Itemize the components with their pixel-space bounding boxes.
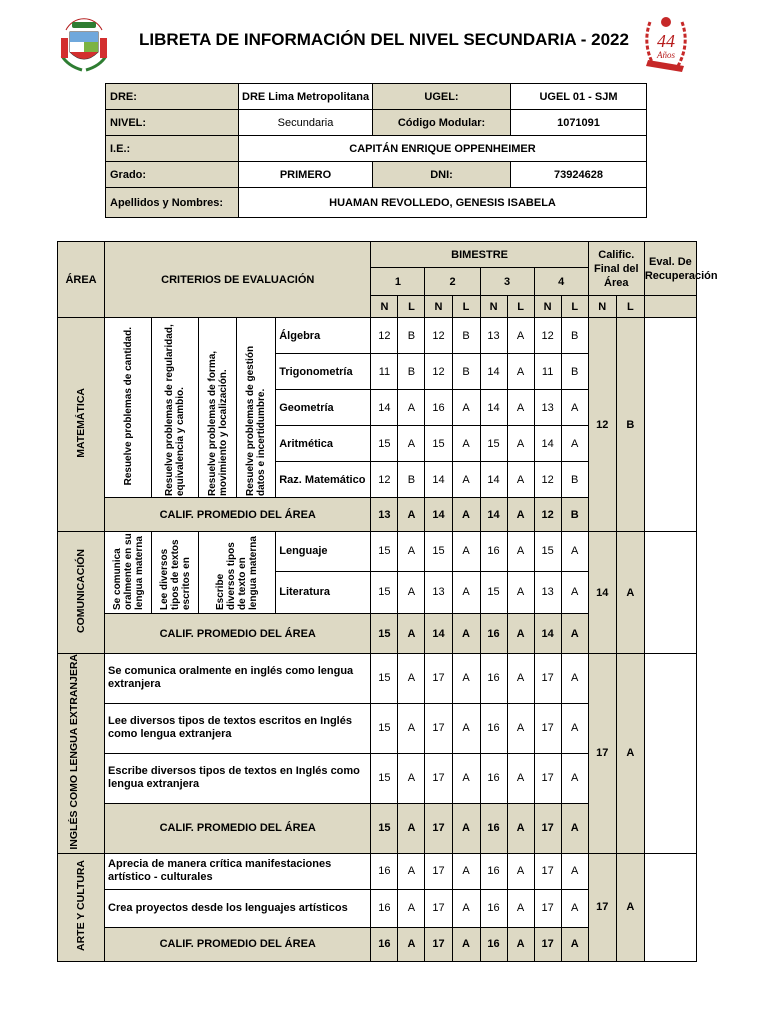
grade-l: B: [398, 462, 425, 498]
grado-label: Grado:: [106, 162, 239, 188]
avg-n: 13: [371, 498, 398, 532]
grade-l: A: [507, 853, 534, 889]
area-header: ÁREA: [58, 242, 105, 318]
avg-n: 14: [425, 498, 452, 532]
grade-l: A: [561, 753, 588, 803]
grade-l: B: [452, 354, 480, 390]
grade-l: A: [398, 571, 425, 613]
avg-l: A: [507, 614, 534, 654]
grade-l: A: [398, 703, 425, 753]
ugel-label: UGEL:: [373, 84, 511, 110]
avg-l: B: [561, 498, 588, 532]
grade-l: A: [398, 426, 425, 462]
avg-l: A: [507, 498, 534, 532]
grade-n: 15: [480, 571, 507, 613]
grade-l: A: [561, 703, 588, 753]
grade-l: A: [452, 703, 480, 753]
grade-l: A: [561, 889, 588, 927]
grade-n: 14: [480, 462, 507, 498]
grade-n: 17: [425, 889, 452, 927]
avg-n: 16: [480, 927, 507, 961]
grade-n: 16: [371, 889, 398, 927]
anniversary-number: 44: [657, 31, 675, 51]
table-row: [58, 654, 697, 704]
avg-n: 15: [371, 803, 398, 853]
average-label: CALIF. PROMEDIO DEL ÁREA: [105, 803, 371, 853]
eval-recuperacion-cell: [644, 532, 696, 654]
course-name: Álgebra: [276, 318, 371, 354]
final-grade-n: 17: [588, 853, 616, 961]
avg-l: A: [398, 498, 425, 532]
criterio-text: Se comunica oralmente en inglés como lengua extranjera: [105, 654, 371, 704]
grade-n: 14: [534, 426, 561, 462]
grade-l: A: [452, 462, 480, 498]
bimestre-2-header: 2: [425, 268, 480, 296]
bimestre-4-header: 4: [534, 268, 588, 296]
grade-l: B: [561, 318, 588, 354]
grade-l: A: [507, 654, 534, 704]
bimestre-header: BIMESTRE: [371, 242, 588, 268]
grade-n: 16: [480, 654, 507, 704]
grade-n: 15: [480, 426, 507, 462]
grade-l: A: [507, 571, 534, 613]
grade-l: A: [452, 426, 480, 462]
final-grade-l: A: [616, 532, 644, 654]
grade-n: 13: [425, 571, 452, 613]
avg-n: 16: [480, 803, 507, 853]
avg-n: 14: [480, 498, 507, 532]
grade-l: A: [452, 753, 480, 803]
average-label: CALIF. PROMEDIO DEL ÁREA: [105, 927, 371, 961]
grade-n: 15: [371, 426, 398, 462]
grade-n: 15: [371, 654, 398, 704]
grade-l: A: [398, 532, 425, 572]
grade-l: A: [561, 654, 588, 704]
grade-l: A: [507, 354, 534, 390]
final-grade-l: A: [616, 654, 644, 854]
grade-l: B: [561, 354, 588, 390]
grade-n: 16: [480, 889, 507, 927]
grade-l: B: [398, 354, 425, 390]
grade-n: 16: [425, 390, 452, 426]
table-row: [58, 318, 697, 354]
ie-value: CAPITÁN ENRIQUE OPPENHEIMER: [239, 136, 647, 162]
avg-n: 15: [371, 614, 398, 654]
grade-l: A: [452, 532, 480, 572]
n-header: N: [588, 296, 616, 318]
grade-n: 12: [425, 318, 452, 354]
table-row: [58, 532, 697, 572]
grade-n: 15: [371, 753, 398, 803]
student-info-table: [105, 83, 647, 218]
final-grade-n: 17: [588, 654, 616, 854]
grade-n: 11: [371, 354, 398, 390]
grade-n: 17: [425, 853, 452, 889]
avg-l: A: [398, 614, 425, 654]
anniversary-word: Años: [657, 50, 675, 60]
grade-l: A: [507, 426, 534, 462]
avg-n: 17: [425, 803, 452, 853]
grade-n: 15: [425, 426, 452, 462]
grade-n: 17: [534, 753, 561, 803]
avg-n: 17: [425, 927, 452, 961]
criterio-text: Aprecia de manera crítica manifestaciones artístico - culturales: [105, 853, 371, 889]
area-matematica: MATEMÁTICA: [58, 318, 105, 532]
grade-n: 13: [534, 390, 561, 426]
calif-final-header: Calific. Final del Área: [588, 242, 644, 296]
avg-l: A: [452, 927, 480, 961]
grade-l: A: [398, 853, 425, 889]
codigo-value: 1071091: [511, 110, 647, 136]
n-header: N: [371, 296, 398, 318]
grade-l: A: [398, 889, 425, 927]
n-header: N: [534, 296, 561, 318]
grade-n: 12: [534, 462, 561, 498]
eval-recuperacion-cell: [644, 654, 696, 854]
course-name: Lenguaje: [276, 532, 371, 572]
grade-n: 14: [371, 390, 398, 426]
grade-n: 17: [425, 654, 452, 704]
grade-n: 16: [480, 853, 507, 889]
grade-l: A: [561, 853, 588, 889]
grade-n: 16: [480, 703, 507, 753]
area-arte: ARTE Y CULTURA: [58, 853, 105, 961]
dre-label: DRE:: [106, 84, 239, 110]
page-title: LIBRETA DE INFORMACIÓN DEL NIVEL SECUNDARIA - 2022: [139, 30, 629, 49]
n-header: N: [425, 296, 452, 318]
grade-l: A: [452, 889, 480, 927]
grade-l: A: [398, 753, 425, 803]
grade-n: 11: [534, 354, 561, 390]
avg-l: A: [398, 927, 425, 961]
bimestre-1-header: 1: [371, 268, 425, 296]
nombres-label: Apellidos y Nombres:: [106, 188, 239, 218]
ie-label: I.E.:: [106, 136, 239, 162]
n-header: N: [480, 296, 507, 318]
grade-l: A: [398, 654, 425, 704]
grade-l: A: [452, 390, 480, 426]
grade-n: 16: [371, 853, 398, 889]
grade-l: A: [507, 889, 534, 927]
eval-recuperacion-cell: [644, 318, 696, 532]
l-header: L: [561, 296, 588, 318]
grade-n: 15: [534, 532, 561, 572]
grade-l: A: [507, 318, 534, 354]
grade-n: 15: [371, 703, 398, 753]
criterio-cell: Resuelve problemas de gestión datos e incertidumbre.: [237, 318, 276, 498]
avg-n: 17: [534, 803, 561, 853]
avg-l: A: [561, 803, 588, 853]
ugel-value: UGEL 01 - SJM: [511, 84, 647, 110]
avg-n: 14: [425, 614, 452, 654]
criterios-header: CRITERIOS DE EVALUACIÓN: [105, 242, 371, 318]
average-label: CALIF. PROMEDIO DEL ÁREA: [105, 614, 371, 654]
dni-label: DNI:: [373, 162, 511, 188]
criterio-cell: Resuelve problemas de regularidad, equivalencia y cambio.: [152, 318, 199, 498]
grade-n: 12: [371, 318, 398, 354]
grade-n: 14: [425, 462, 452, 498]
grade-n: 14: [480, 354, 507, 390]
grade-l: A: [561, 426, 588, 462]
grade-n: 12: [425, 354, 452, 390]
area-comunicacion: COMUNICACIÓN: [58, 532, 105, 654]
course-name: Raz. Matemático: [276, 462, 371, 498]
criterio-cell: Se comunica oralmente en su lengua materna: [105, 532, 152, 614]
average-label: CALIF. PROMEDIO DEL ÁREA: [105, 498, 371, 532]
final-grade-l: A: [616, 853, 644, 961]
l-header: L: [398, 296, 425, 318]
grade-l: A: [452, 853, 480, 889]
grade-n: 17: [534, 889, 561, 927]
grade-l: A: [561, 571, 588, 613]
grade-l: A: [452, 654, 480, 704]
grade-l: B: [398, 318, 425, 354]
grade-n: 13: [480, 318, 507, 354]
nivel-value: Secundaria: [239, 110, 373, 136]
eval-recuperacion-cell: [644, 853, 696, 961]
course-name: Aritmética: [276, 426, 371, 462]
avg-n: 16: [480, 614, 507, 654]
grades-table: [57, 241, 718, 962]
l-header: L: [616, 296, 644, 318]
grade-n: 17: [425, 703, 452, 753]
avg-l: A: [398, 803, 425, 853]
grade-l: A: [507, 462, 534, 498]
grade-l: A: [561, 390, 588, 426]
grade-l: A: [561, 532, 588, 572]
final-grade-n: 12: [588, 318, 616, 532]
eval-recuperacion-header: Eval. De Recuperación: [644, 242, 696, 296]
avg-n: 16: [371, 927, 398, 961]
bimestre-3-header: 3: [480, 268, 534, 296]
criterio-text: Crea proyectos desde los lenguajes artísticos: [105, 889, 371, 927]
dre-value: DRE Lima Metropolitana: [239, 84, 373, 110]
grade-l: A: [507, 753, 534, 803]
criterio-cell: Resuelve problemas de cantidad.: [105, 318, 152, 498]
avg-l: A: [561, 614, 588, 654]
grade-n: 13: [534, 571, 561, 613]
course-name: Trigonometría: [276, 354, 371, 390]
grade-l: B: [452, 318, 480, 354]
criterio-cell: Resuelve problemas de forma, movimiento y localización.: [199, 318, 237, 498]
grade-n: 12: [371, 462, 398, 498]
criterio-text: Escribe diversos tipos de textos en Inglés como lengua extranjera: [105, 753, 371, 803]
grade-n: 16: [480, 753, 507, 803]
grado-value: PRIMERO: [239, 162, 373, 188]
grade-n: 12: [534, 318, 561, 354]
l-header: L: [452, 296, 480, 318]
grade-l: A: [507, 703, 534, 753]
grade-l: A: [398, 390, 425, 426]
avg-l: A: [452, 803, 480, 853]
grade-l: A: [507, 390, 534, 426]
grade-n: 15: [371, 532, 398, 572]
grade-l: B: [561, 462, 588, 498]
grade-n: 14: [480, 390, 507, 426]
grade-n: 17: [534, 654, 561, 704]
criterio-cell: Lee diversos tipos de textos escritos en: [152, 532, 199, 614]
avg-l: A: [452, 498, 480, 532]
avg-n: 12: [534, 498, 561, 532]
area-ingles: INGLÉS COMO LENGUA EXTRANJERA: [58, 654, 105, 854]
grade-n: 17: [534, 853, 561, 889]
grade-n: 15: [425, 532, 452, 572]
avg-l: A: [561, 927, 588, 961]
criterio-cell: Escribe diversos tipos de texto en lengua materna: [199, 532, 276, 614]
final-grade-n: 14: [588, 532, 616, 654]
avg-n: 14: [534, 614, 561, 654]
nombres-value: HUAMAN REVOLLEDO, GENESIS ISABELA: [239, 188, 647, 218]
codigo-label: Código Modular:: [373, 110, 511, 136]
grade-n: 17: [425, 753, 452, 803]
grade-n: 17: [534, 703, 561, 753]
avg-l: A: [507, 803, 534, 853]
table-row: [58, 853, 697, 889]
course-name: Geometría: [276, 390, 371, 426]
grade-l: A: [452, 571, 480, 613]
avg-l: A: [507, 927, 534, 961]
dni-value: 73924628: [511, 162, 647, 188]
final-grade-l: B: [616, 318, 644, 532]
grade-n: 15: [371, 571, 398, 613]
criterio-text: Lee diversos tipos de textos escritos en Inglés como lengua extranjera: [105, 703, 371, 753]
course-name: Literatura: [276, 571, 371, 613]
grade-l: A: [507, 532, 534, 572]
grade-n: 16: [480, 532, 507, 572]
avg-n: 17: [534, 927, 561, 961]
avg-l: A: [452, 614, 480, 654]
nivel-label: NIVEL:: [106, 110, 239, 136]
l-header: L: [507, 296, 534, 318]
